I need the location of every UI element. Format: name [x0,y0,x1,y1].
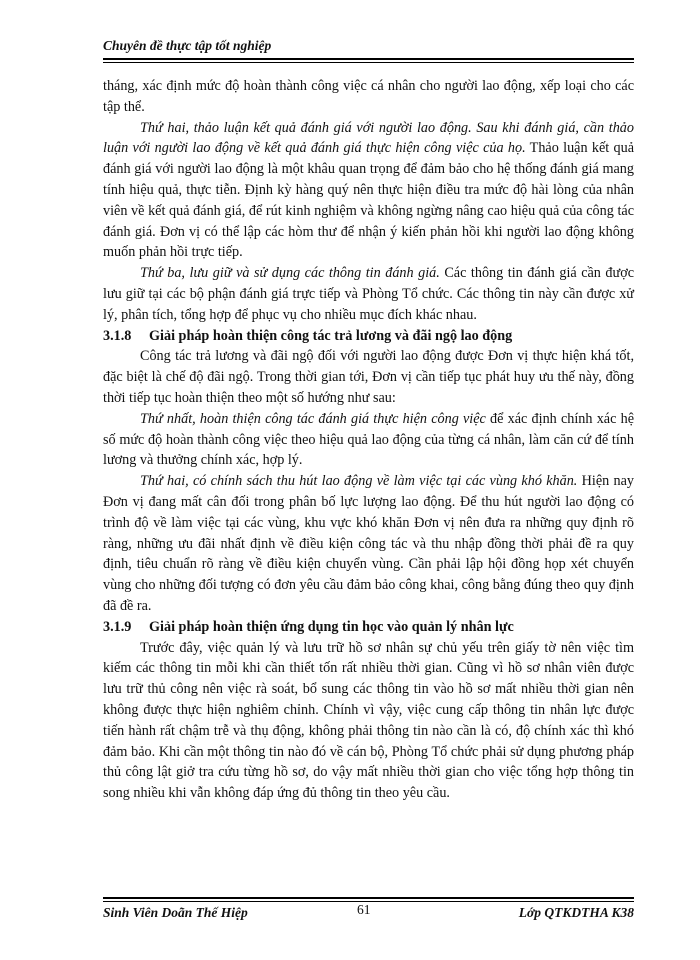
section-title: Giải pháp hoàn thiện công tác trả lương và đãi ngộ lao động [149,327,513,344]
paragraph [103,263,634,325]
paragraph [103,409,634,471]
footer-student: Sinh Viên Doãn Thế Hiệp [103,905,248,920]
italic-lead: Thứ hai, thảo luận kết quả đánh giá với người lao động. Sau khi đánh giá, cần thảo luận với người lao động về kết quả đánh giá thực hiện công việc của họ. [103,119,634,157]
italic-lead: Thứ ba, lưu giữ và sử dụng các thông tin đánh giá. [140,265,440,282]
header-rule [103,58,634,60]
page-number: 61 [357,902,371,917]
header-rule-thin [103,62,634,63]
paragraph [103,118,634,264]
running-header: Chuyên đề thực tập tốt nghiệp [103,38,272,53]
page-body [103,76,634,804]
paragraph: tháng, xác định mức độ hoàn thành công việc cá nhân cho người lao động, xếp loại cho các tập thể. [103,78,634,115]
paragraph [103,471,634,617]
italic-lead: Thứ nhất, hoàn thiện công tác đánh giá thực hiện công việc [140,410,486,427]
paragraph-text: để xác định chính xác hệ số mức độ hoàn thành công việc theo hiệu quả lao động của từng cá nhân, làm căn cứ để tính lương và thưởng chính xác, hợp lý. [103,410,634,469]
footer-class: Lớp QTKDTHA K38 [518,905,634,920]
section-number: 3.1.9 [103,618,132,635]
footer-rule [103,897,634,899]
section-heading [103,326,634,347]
italic-lead: Thứ hai, có chính sách thu hút lao động về làm việc tại các vùng khó khăn. [140,473,578,490]
paragraph-text: Các thông tin đánh giá cần được lưu giữ tại các bộ phận đánh giá trực tiếp và Phòng Tổ chức. Các thông tin này cần được xử lý, phân tích, tổng hợp để phục vụ cho nhiều mục đích khác nhau. [103,265,634,323]
section-number: 3.1.8 [103,327,132,344]
section-title: Giải pháp hoàn thiện ứng dụng tin học vào quản lý nhân lực [149,618,514,635]
paragraph-text: Thảo luận kết quả đánh giá với người lao động là một khâu quan trọng để đảm bảo cho hệ thống đánh giá mang tính hiệu quả, thực tiễn. Định kỳ hàng quý nên thực hiện điều tra mức độ hài lòng của nhân viên về kết quả đánh giá, để rút kinh nghiệm và không ngừng nâng cao hiệu quả của công tác đánh giá. Đơn vị có thể lập các hòm thư để nhận ý kiến phản hồi khi người lao động không muốn phản hồi trực tiếp. [103,140,634,261]
paragraph: Công tác trả lương và đãi ngộ đối với người lao động được Đơn vị thực hiện khá tốt, đặc biệt là chế độ đãi ngộ. Trong thời gian tới, Đơn vị cần tiếp tục phát huy ưu thế này, đồng thời tiếp tục hoàn thiện theo một số hướng như sau: [103,348,634,406]
paragraph: Trước đây, việc quản lý và lưu trữ hồ sơ nhân sự chủ yếu trên giấy tờ nên việc tìm kiếm các thông tin mỗi khi cần thiết tốn rất nhiều thời gian. Cũng vì hồ sơ nhân viên được lưu trữ thủ công nên việc rà soát, bổ sung các thông tin vào hồ sơ mất nhiều thời gian nên không được thực hiện nghiêm chỉnh. Chính vì vậy, việc cung cấp thông tin nhân lực được tiến hành rất chậm trễ và thụ động, không phải thông tin nào cần là có, độ chính xác thì khó đảm bảo. Khi cần một thông tin nào đó về cán bộ, Phòng Tổ chức phải sử dụng phương pháp thủ công lật giở tra cứu từng hồ sơ, do vậy mất nhiều thời gian cho việc tổng hợp thông tin song nhiều khi vẫn không đáp ứng đủ thông tin theo yêu cầu. [103,639,634,802]
paragraph-text: Hiện nay Đơn vị đang mất cân đối trong phân bố lực lượng lao động. Để thu hút người lao động có trình độ về làm việc tại các vùng, khu vực khó khăn Đơn vị nên đưa ra những quy định rõ ràng, những ưu đãi nhất định về điều kiện công tác và thu nhập đồng thời phải đề ra quy định, tiêu chuẩn rõ ràng về điều kiện chuyển vùng. Cần phải lập hội đồng họp xét chuyển vùng cho những đối tượng có đơn yêu cầu đảm bảo công khai, công bằng đúng theo quy định đã đề ra. [103,473,634,614]
section-heading [103,617,634,638]
